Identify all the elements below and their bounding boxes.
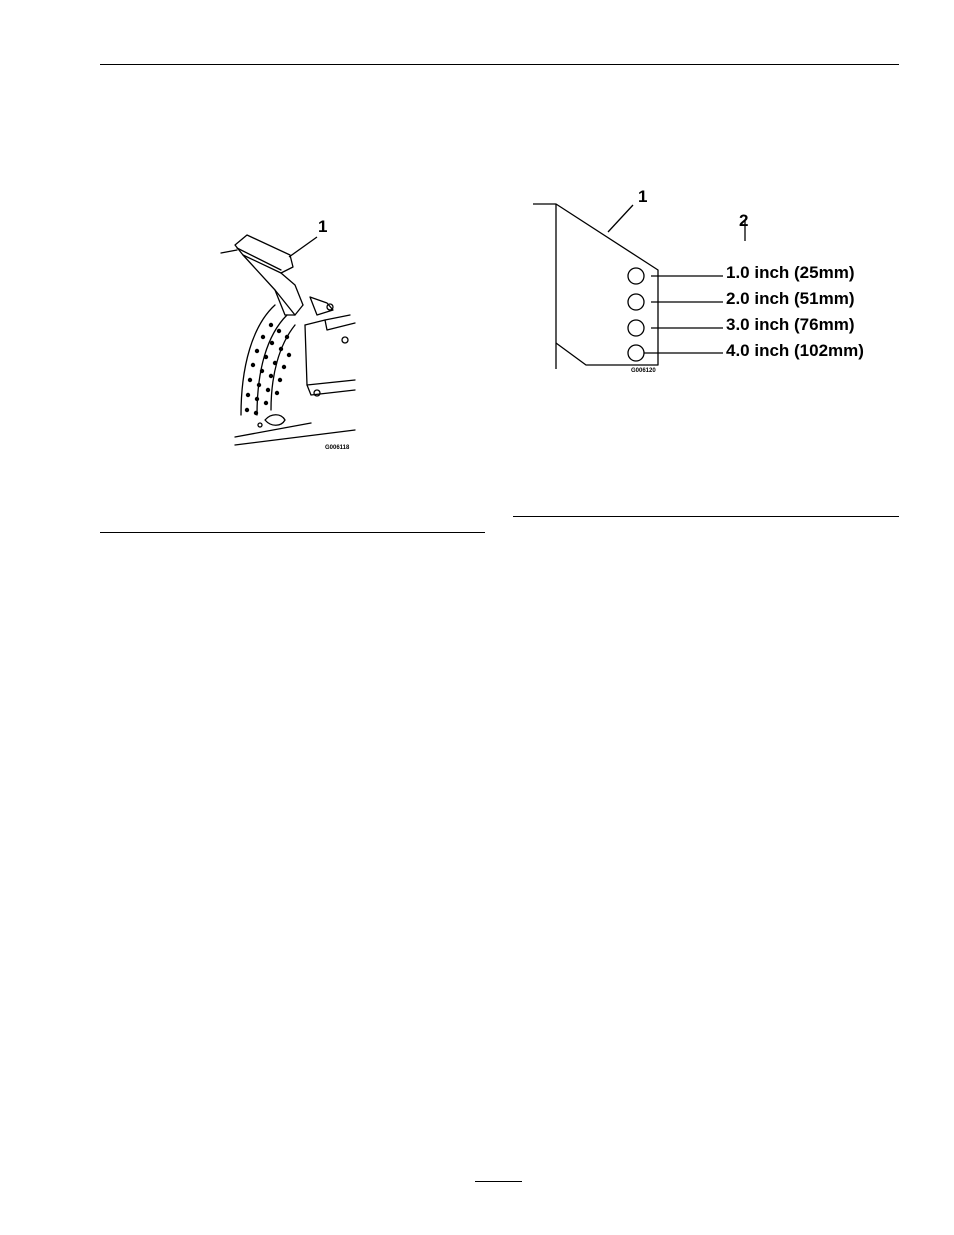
height-label-4: 4.0 inch (102mm)	[726, 341, 864, 360]
header-rule	[100, 64, 899, 65]
figure-code-right: G006120	[631, 368, 656, 374]
footer-rule	[475, 1181, 522, 1182]
left-figure-rule	[100, 532, 485, 533]
lever-figure	[215, 215, 365, 455]
height-label-1: 1.0 inch (25mm)	[726, 263, 855, 282]
lever-illustration	[215, 215, 365, 455]
height-label-3: 3.0 inch (76mm)	[726, 315, 855, 334]
callout-lever: 1	[318, 217, 328, 236]
height-label-2: 2.0 inch (51mm)	[726, 289, 855, 308]
right-figure-rule	[513, 516, 899, 517]
callout-holes: 2	[739, 211, 749, 230]
callout-plate: 1	[638, 187, 648, 206]
figure-code-left: G006118	[325, 445, 350, 451]
height-plate-figure	[530, 185, 890, 380]
